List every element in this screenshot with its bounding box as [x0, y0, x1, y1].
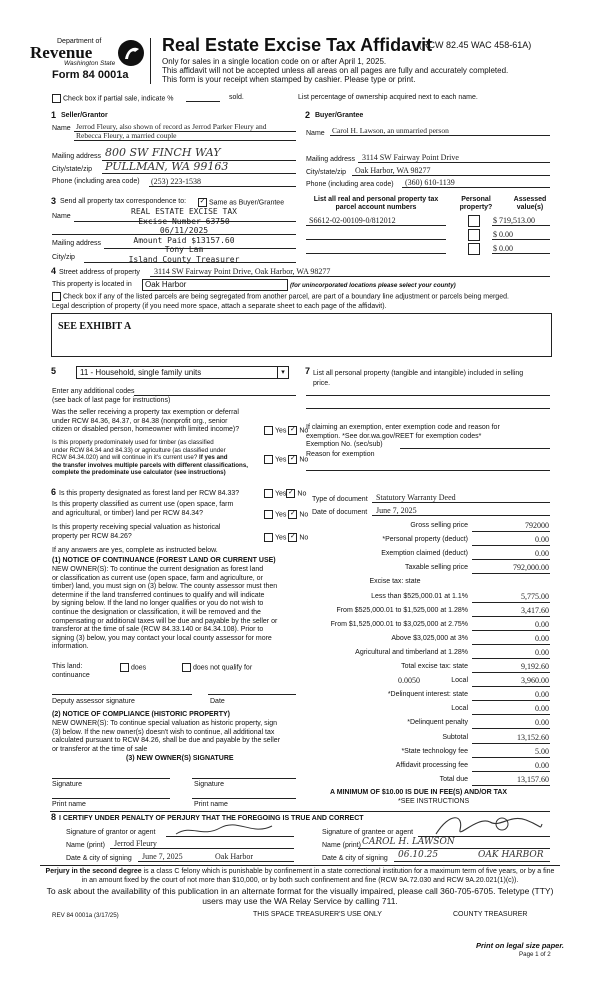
sig-grantor-label: Signature of grantor or agent	[66, 829, 156, 836]
calc-line	[472, 771, 550, 772]
n1-line: by signing below. If the land no longer qualifies or you do not wish to	[52, 600, 264, 608]
does-not-option[interactable]	[182, 663, 252, 672]
perjury-bold: Perjury in the second degree	[45, 868, 142, 875]
grantor-date-line	[138, 861, 294, 862]
q-line: Is this property receiving special valuation as historical	[52, 524, 221, 531]
buyer-city-line	[352, 175, 550, 176]
grantee-name-line	[358, 848, 550, 849]
same-as-buyer-checkbox[interactable]: ✓	[199, 198, 206, 205]
calc-label: *Delinquent penalty	[407, 719, 468, 726]
calc-label: Local	[451, 705, 468, 712]
parcel-number[interactable]: S6612-02-00109-0/812012	[309, 216, 396, 225]
doc-date-line	[372, 515, 550, 516]
seller-name-1[interactable]: Jerrod Fleury, also shown of record as Jerrod Parker Fleury and	[76, 122, 267, 131]
does-option[interactable]	[120, 663, 146, 672]
deputy-date-label: Date	[210, 698, 225, 705]
yes-checkbox[interactable]	[264, 533, 273, 542]
grantor-date[interactable]: June 7, 2025	[142, 852, 183, 861]
buyer-heading: Buyer/Grantee	[315, 112, 364, 119]
no-label: No	[299, 534, 309, 542]
seller-name-line2	[74, 140, 296, 141]
seller-name-label: Name	[52, 125, 71, 132]
notice3-title: (3) NEW OWNER(S) SIGNATURE	[126, 755, 234, 762]
exemption-no-line[interactable]	[400, 448, 550, 449]
header-line2: This affidavit will not be accepted unless all areas on all pages are fully and accurately completed.	[162, 66, 509, 75]
yes-label: Yes	[275, 511, 287, 519]
q2-line: Is this property predominately used for timber (as classified	[52, 439, 214, 446]
sig-grantee-label: Signature of grantee or agent	[322, 829, 414, 836]
n2-line: calculated pursuant to RCW 84.26, shall be due and payable by the seller	[52, 737, 281, 745]
calc-label: Excise tax: state	[369, 578, 421, 585]
seller-phone[interactable]: (253) 223-1538	[151, 177, 201, 186]
q1-line: under RCW 84.36, 84.37, or 84.38 (nonprofit org., senior	[52, 417, 228, 425]
calc-line	[472, 644, 550, 645]
calc-value[interactable]: 5.00	[535, 747, 549, 756]
personal-property-line[interactable]	[306, 395, 550, 396]
yes-checkbox[interactable]	[264, 426, 273, 435]
parcel-col-header	[303, 196, 449, 212]
addl-codes-line[interactable]	[134, 395, 296, 396]
revenue-logo-text: Revenue	[30, 43, 93, 62]
calc-label: Agricultural and timberland at 1.28%	[355, 649, 468, 656]
doc-date-label: Date of document	[312, 509, 368, 516]
minimum-due: A MINIMUM OF $10.00 IS DUE IN FEE(S) AND/OR TAX	[330, 789, 508, 796]
percent-line[interactable]	[186, 101, 220, 102]
no-checkbox[interactable]: ✓	[289, 533, 296, 540]
uninc-note: (for unincorporated locations please select your county)	[290, 282, 456, 289]
q-forest-yes-no[interactable]	[264, 489, 306, 498]
legal-paper-note: Print on legal size paper.	[476, 941, 564, 950]
assessed-value[interactable]: $ 0.00	[493, 244, 513, 253]
personal-col: Personal	[461, 196, 491, 203]
no-label: No	[297, 490, 307, 498]
continuance: continuance	[52, 672, 90, 679]
grantor-signature	[172, 820, 282, 840]
rcw-ref: (RCW 82.45 WAC 458-61A)	[419, 40, 532, 50]
calc-label: Above $3,025,000 at 3%	[391, 635, 468, 642]
personal-checkbox[interactable]	[468, 229, 480, 241]
grantor-name-line	[110, 848, 294, 849]
deputy-date-line[interactable]	[208, 694, 296, 695]
calc-value[interactable]: 0.00	[535, 704, 549, 713]
sec6-num: 6	[51, 487, 57, 497]
q-forest: Is this property designated as forest land per RCW 84.33?	[59, 490, 240, 497]
grantor-name[interactable]: Jerrod Fleury	[114, 839, 157, 848]
dept-label: Department of	[57, 38, 102, 45]
sec3-text: Send all property tax correspondence to:	[60, 198, 187, 205]
yes-checkbox[interactable]	[264, 489, 273, 498]
location-select[interactable]: Oak Harbor	[142, 279, 288, 291]
located-label: This property is located in	[52, 281, 132, 288]
yes-checkbox[interactable]	[264, 455, 273, 464]
q-current-yes-no[interactable]	[264, 510, 308, 519]
calc-value[interactable]: 0.00	[535, 690, 549, 699]
assessed-line-3	[492, 253, 550, 254]
sec8-num: 8	[51, 812, 57, 822]
seller-mailing-label: Mailing address	[52, 153, 102, 160]
grantee-date[interactable]: 06.10.25	[398, 850, 439, 860]
seller-name-2[interactable]: Rebecca Fleury, a married couple	[76, 131, 177, 140]
q1-yes-no[interactable]	[264, 426, 308, 435]
no-label: No	[299, 427, 309, 435]
state-label: Washington State	[64, 60, 116, 67]
buyer-phone-line	[402, 187, 550, 188]
q-line: Is this property classified as current use (open space, farm	[52, 501, 234, 508]
calc-line	[472, 785, 550, 786]
segregated[interactable]: Check box if any of the listed parcels are being segregated from another parcel, are part of a boundary line adjustment or parcels being merged.	[52, 292, 509, 301]
sec3-name-label: Name	[52, 213, 71, 220]
segregated-checkbox[interactable]	[52, 292, 61, 301]
calc-label: Gross selling price	[410, 522, 468, 529]
sec7-text	[313, 369, 523, 388]
sec7-line: price.	[313, 379, 331, 387]
chevron-down-icon[interactable]: ▾	[277, 367, 288, 378]
header-line3: This form is your receipt when stamped by cashier. Please type or print.	[162, 75, 416, 84]
print-name-line[interactable]	[52, 798, 170, 799]
calc-line	[472, 658, 550, 659]
no-checkbox[interactable]: ✓	[289, 426, 296, 433]
legal-label: Legal description of property (if you need more space, attach a separate sheet to each page of the affidavit).	[52, 303, 387, 310]
land-use-select[interactable]	[76, 366, 289, 379]
date-city-label: Date & city of signing	[66, 855, 132, 862]
calc-label: Local	[451, 677, 468, 684]
calc-label: *Personal property (deduct)	[382, 536, 468, 543]
buyer-mailing-line	[358, 162, 550, 163]
yes-label: Yes	[275, 534, 287, 542]
notice2-body	[52, 720, 280, 754]
notice2-title: (2) NOTICE OF COMPLIANCE (HISTORIC PROPERTY)	[52, 711, 230, 718]
buyer-num: 2	[305, 110, 311, 120]
assessed-value[interactable]: $ 719,513.00	[493, 216, 535, 225]
buyer-phone-label: Phone (including area code)	[306, 181, 394, 188]
q2-line: the transfer involves multiple parcels with different classifications,	[52, 461, 248, 469]
n2-line: NEW OWNER(S): To continue special valuation as historic property, sign	[52, 720, 277, 727]
seller-num: 1	[51, 110, 57, 120]
no-checkbox[interactable]: ✓	[289, 455, 296, 462]
calc-label: Exemption claimed (deduct)	[381, 550, 468, 557]
calc-label: Total excise tax: state	[401, 663, 468, 670]
stamp-line: 06/11/2025	[159, 226, 209, 235]
personal-checkbox[interactable]	[468, 215, 480, 227]
calc-value[interactable]: 0.00	[535, 535, 549, 544]
partial-sale[interactable]: Check box if partial sale, indicate %	[52, 94, 174, 103]
parcel-col1b: parcel account numbers	[335, 204, 417, 211]
perjury-text: is a class C felony which is punishable by confinement in a state correctional institution for a maximum term of five years, or by a fine in an amount fixed by the court of not more than $10,000, or by both such confinement and fine (RCW 9A.72.030 and RCW 9A.20.021(1)(c)).	[81, 868, 555, 884]
calc-value[interactable]: 0.00	[535, 648, 549, 657]
q1-line: Was the seller receiving a property tax exemption or deferral	[52, 409, 239, 416]
print-name-label: Print name	[52, 801, 86, 808]
street-address[interactable]: 3114 SW Fairway Point Drive, Oak Harbor, WA 98277	[154, 267, 331, 276]
signature-label: Signature	[194, 781, 224, 788]
assessed-line-2	[492, 239, 550, 240]
exemption-no-label: Exemption No. (sec/sub)	[306, 441, 383, 448]
assessed-col-header	[505, 196, 555, 212]
buyer-mailing-label: Mailing address	[306, 156, 356, 163]
assessed-col: Assessed	[513, 196, 547, 203]
if-yes: If any answers are yes, complete as instructed below.	[52, 547, 218, 554]
personal-checkbox[interactable]	[468, 243, 480, 255]
reason-line[interactable]	[306, 470, 550, 471]
n1-line: or classification as current use (open space, farm and agriculture, or	[52, 574, 263, 582]
street-line	[150, 276, 550, 277]
stamp-line: Excise Number 63750	[138, 216, 230, 226]
calc-label: Total due	[439, 776, 468, 783]
print-name-line[interactable]	[192, 798, 296, 799]
calc-label: From $525,000.01 to $1,525,000 at 1.28%	[336, 607, 468, 614]
n2-line: (3) below. If the new owner(s) doesn't wish to continue, all additional tax	[52, 728, 275, 736]
sec7-line: List all personal property (tangible and intangible) included in selling	[313, 370, 524, 377]
does-not-checkbox[interactable]	[182, 663, 191, 672]
partial-sale-checkbox[interactable]	[52, 94, 61, 103]
doc-type-label: Type of document	[312, 496, 368, 503]
q2-bold: If yes and	[199, 454, 228, 461]
reason-label: Reason for exemption	[306, 451, 375, 458]
buyer-phone[interactable]: (360) 610-1139	[405, 178, 455, 187]
notice1-body	[52, 566, 277, 652]
form-title: Real Estate Excise Tax Affidavit	[162, 35, 433, 55]
calc-line	[472, 630, 550, 631]
accessibility-notice: To ask about the availability of this publication in an alternate format for the visually impaired, please call 360-705-6705. Teletype (TTY) users may use the WA Relay Service by calling 711.	[46, 886, 554, 906]
buyer-city-label: City/state/zip	[306, 169, 347, 176]
calc-line	[472, 743, 550, 744]
header-divider	[150, 38, 151, 84]
deputy-sig-line[interactable]	[52, 694, 192, 695]
see-instructions: *SEE INSTRUCTIONS	[398, 798, 470, 805]
seller-heading: Seller/Grantor	[61, 112, 108, 119]
n1-line: continue the designation or classification, it will be removed and the	[52, 608, 261, 616]
county-treasurer: COUNTY TREASURER	[453, 911, 528, 918]
parcel-line-3	[306, 253, 446, 254]
owner-sig-line[interactable]	[52, 778, 170, 779]
calc-value[interactable]: 0.00	[535, 634, 549, 643]
calc-line	[472, 672, 550, 673]
rev-number: REV 84 0001a (3/17/25)	[52, 912, 119, 919]
calc-line	[472, 757, 550, 758]
deputy-label: Deputy assessor signature	[52, 698, 135, 705]
calc-label: Taxable selling price	[404, 564, 468, 571]
yes-label: Yes	[275, 427, 287, 435]
q2-line: complete the predominate use calculator (see instructions)	[52, 469, 226, 476]
calc-value[interactable]: 0.00	[535, 620, 549, 629]
q2-line: under RCW 84.34 and 84.33) or agriculture (as classified under	[52, 446, 226, 454]
calc-label: Less than $525,000.01 at 1.1%	[371, 593, 468, 600]
seller-city-line	[102, 173, 296, 174]
q1-line: citizen or disabled person, homeowner with limited income)?	[52, 426, 240, 433]
owner-sig-line[interactable]	[192, 778, 296, 779]
treasurer-only: THIS SPACE TREASURER'S USE ONLY	[253, 911, 382, 918]
no-checkbox[interactable]: ✓	[287, 489, 294, 496]
parcel-line-1	[306, 225, 446, 226]
this-land: This land:	[52, 663, 83, 670]
calc-line	[472, 531, 550, 532]
list-percentage: List percentage of ownership acquired next to each name.	[298, 94, 478, 101]
seller-phone-line	[149, 186, 296, 187]
q-current-use	[52, 501, 233, 518]
sold-label: sold.	[229, 94, 244, 101]
notice1-title: (1) NOTICE OF CONTINUANCE (FOREST LAND OR CURRENT USE)	[52, 557, 276, 564]
personal-col-header	[453, 196, 499, 212]
q-line: and agricultural, or timber) land per RCW 84.34?	[52, 509, 203, 517]
yes-label: Yes	[275, 456, 287, 464]
q2-yes-no[interactable]	[264, 455, 308, 464]
calc-label: *State technology fee	[401, 748, 468, 755]
no-checkbox[interactable]: ✓	[289, 510, 296, 517]
calc-value[interactable]: 3,960.00	[521, 676, 549, 685]
grantor-city[interactable]: Oak Harbor	[215, 852, 253, 861]
calc-value[interactable]: 792000	[525, 521, 549, 530]
header-line1: Only for sales in a single location code on or after April 1, 2025.	[162, 57, 387, 66]
assessed-value[interactable]: $ 0.00	[493, 230, 513, 239]
calc-line	[472, 686, 550, 687]
doc-type-line	[372, 502, 550, 503]
calc-line	[472, 602, 550, 603]
calc-value[interactable]: 5,775.00	[521, 592, 549, 601]
stamp-line: Tony Lam	[164, 245, 204, 254]
print-name-label: Print name	[194, 801, 228, 808]
assessed-line-1	[492, 225, 550, 226]
footer-divider	[40, 865, 560, 866]
calc-label: From $1,525,000.01 to $3,025,000 at 2.75%	[330, 621, 468, 628]
calc-line	[472, 700, 550, 701]
sec7-num: 7	[305, 366, 311, 376]
name-print-label: Name (print)	[66, 842, 105, 849]
parcel-col1: List all real and personal property tax	[313, 196, 439, 203]
page-number: Page 1 of 2	[519, 951, 551, 958]
exemption-text	[306, 423, 500, 441]
grantee-city[interactable]: OAK HARBOR	[478, 850, 544, 860]
n1-line: signing (3) below, you may contact your local county assessor for more	[52, 634, 272, 642]
calc-line	[472, 616, 550, 617]
legal-description[interactable]: SEE EXHIBIT A	[58, 321, 132, 332]
personal-col-b: property?	[459, 204, 493, 211]
exempt-line: exemption. *See dor.wa.gov/REET for exemption codes*	[306, 433, 482, 440]
date-city-label: Date & city of signing	[322, 855, 388, 862]
calc-line	[472, 559, 550, 560]
legal-description-box[interactable]	[51, 313, 552, 357]
q2-line: RCW 84.34.020) and will continue in it's current use?	[52, 454, 198, 461]
name-print-label: Name (print)	[322, 842, 361, 849]
buyer-mailing[interactable]: 3114 SW Fairway Point Drive	[362, 153, 459, 162]
calc-line	[472, 573, 550, 574]
stamp-line: REAL ESTATE EXCISE TAX	[131, 207, 237, 216]
n2-line: or transferor at the time of sale	[52, 745, 148, 753]
calc-value[interactable]: 0.00	[535, 718, 549, 727]
calc-line	[472, 714, 550, 715]
buyer-name[interactable]: Carol H. Lawson, an unmarried person	[332, 126, 449, 135]
stamp-line: Amount Paid $13157.60	[133, 235, 235, 245]
no-label: No	[299, 456, 309, 464]
sec3-num: 3	[51, 196, 57, 206]
see-back: (see back of last page for instructions)	[52, 397, 171, 404]
calc-value[interactable]: 0.00	[535, 549, 549, 558]
q-historic	[52, 524, 220, 541]
land-use-value: 11 - Household, single family units	[80, 368, 202, 377]
seller-phone-label: Phone (including area code)	[52, 178, 140, 185]
yes-checkbox[interactable]	[264, 510, 273, 519]
n1-line: compensating or additional taxes will be due and payable by the seller or	[52, 617, 278, 625]
q-line: property per RCW 84.26?	[52, 532, 132, 540]
perjury-notice	[42, 868, 558, 885]
exempt-line: If claiming an exemption, enter exemption code and reason for	[306, 424, 500, 431]
revenue-logo-icon	[118, 40, 144, 66]
local-rate[interactable]: 0.0050	[398, 676, 420, 685]
buyer-name-line	[330, 135, 550, 136]
seller-city[interactable]: PULLMAN, WA 99163	[105, 160, 229, 173]
n1-line: timber) land, you must sign on (3) below. The county assessor must then	[52, 583, 278, 591]
parcel-line-2	[306, 239, 446, 240]
assessed-col-b: value(s)	[516, 204, 544, 211]
q-exemption	[52, 409, 239, 435]
buyer-city[interactable]: Oak Harbor, WA 98277	[355, 166, 431, 175]
calc-value[interactable]: 0.00	[535, 761, 549, 770]
n1-line: information.	[52, 643, 89, 651]
yes-label: Yes	[275, 490, 287, 498]
sec3-mailing-label: Mailing address	[52, 240, 102, 247]
does-not-label: does not qualify for	[193, 664, 253, 672]
calc-line	[472, 545, 550, 546]
personal-property-line[interactable]	[306, 408, 550, 409]
seller-mailing[interactable]: 800 SW FINCH WAY	[105, 146, 221, 159]
calc-label: *Delinquent interest: state	[387, 691, 468, 698]
q-timber	[52, 439, 248, 477]
calc-value[interactable]: 13,152.60	[517, 733, 549, 742]
does-checkbox[interactable]	[120, 663, 129, 672]
calc-label: Affidavit processing fee	[395, 762, 468, 769]
grantee-date-line	[394, 861, 550, 862]
calc-value[interactable]: 3,417.60	[521, 606, 549, 615]
calc-value[interactable]: 9,192.60	[521, 662, 549, 671]
calc-value[interactable]: 13,157.60	[517, 775, 549, 784]
street-label: Street address of property	[59, 269, 140, 276]
signature-label: Signature	[52, 781, 82, 788]
doc-date[interactable]: June 7, 2025	[376, 506, 417, 515]
form-number: Form 84 0001a	[52, 69, 129, 81]
n1-line: NEW OWNER(S): To continue the current designation as forest land	[52, 566, 264, 573]
stamp-line: Island County Treasurer	[128, 254, 240, 264]
grantee-name[interactable]: CAROL H. LAWSON	[362, 837, 455, 847]
no-label: No	[299, 511, 309, 519]
n1-line: transferor at the time of sale (RCW 84.33.140 or 84.34.108). Prior to	[52, 626, 264, 634]
sec3-city-label: City/zip	[52, 254, 75, 261]
same-as-buyer[interactable]: ✓ Same as Buyer/Grantee	[199, 198, 285, 207]
buyer-name-label: Name	[306, 130, 325, 137]
treasurer-stamp	[110, 207, 258, 264]
seller-city-label: City/state/zip	[52, 166, 93, 173]
calc-value[interactable]: 792,000.00	[513, 563, 549, 572]
addl-codes-label: Enter any additional codes	[52, 388, 135, 395]
sec4-num: 4	[51, 266, 57, 276]
calc-line	[472, 728, 550, 729]
sec5-num: 5	[51, 366, 57, 376]
does-label: does	[131, 664, 147, 672]
calc-label: Subtotal	[442, 734, 468, 741]
doc-type[interactable]: Statutory Warranty Deed	[376, 493, 456, 502]
n1-line: determine if the land transferred continues to qualify and will indicate	[52, 591, 265, 599]
certify: I CERTIFY UNDER PENALTY OF PERJURY THAT THE FOREGOING IS TRUE AND CORRECT	[59, 815, 364, 822]
